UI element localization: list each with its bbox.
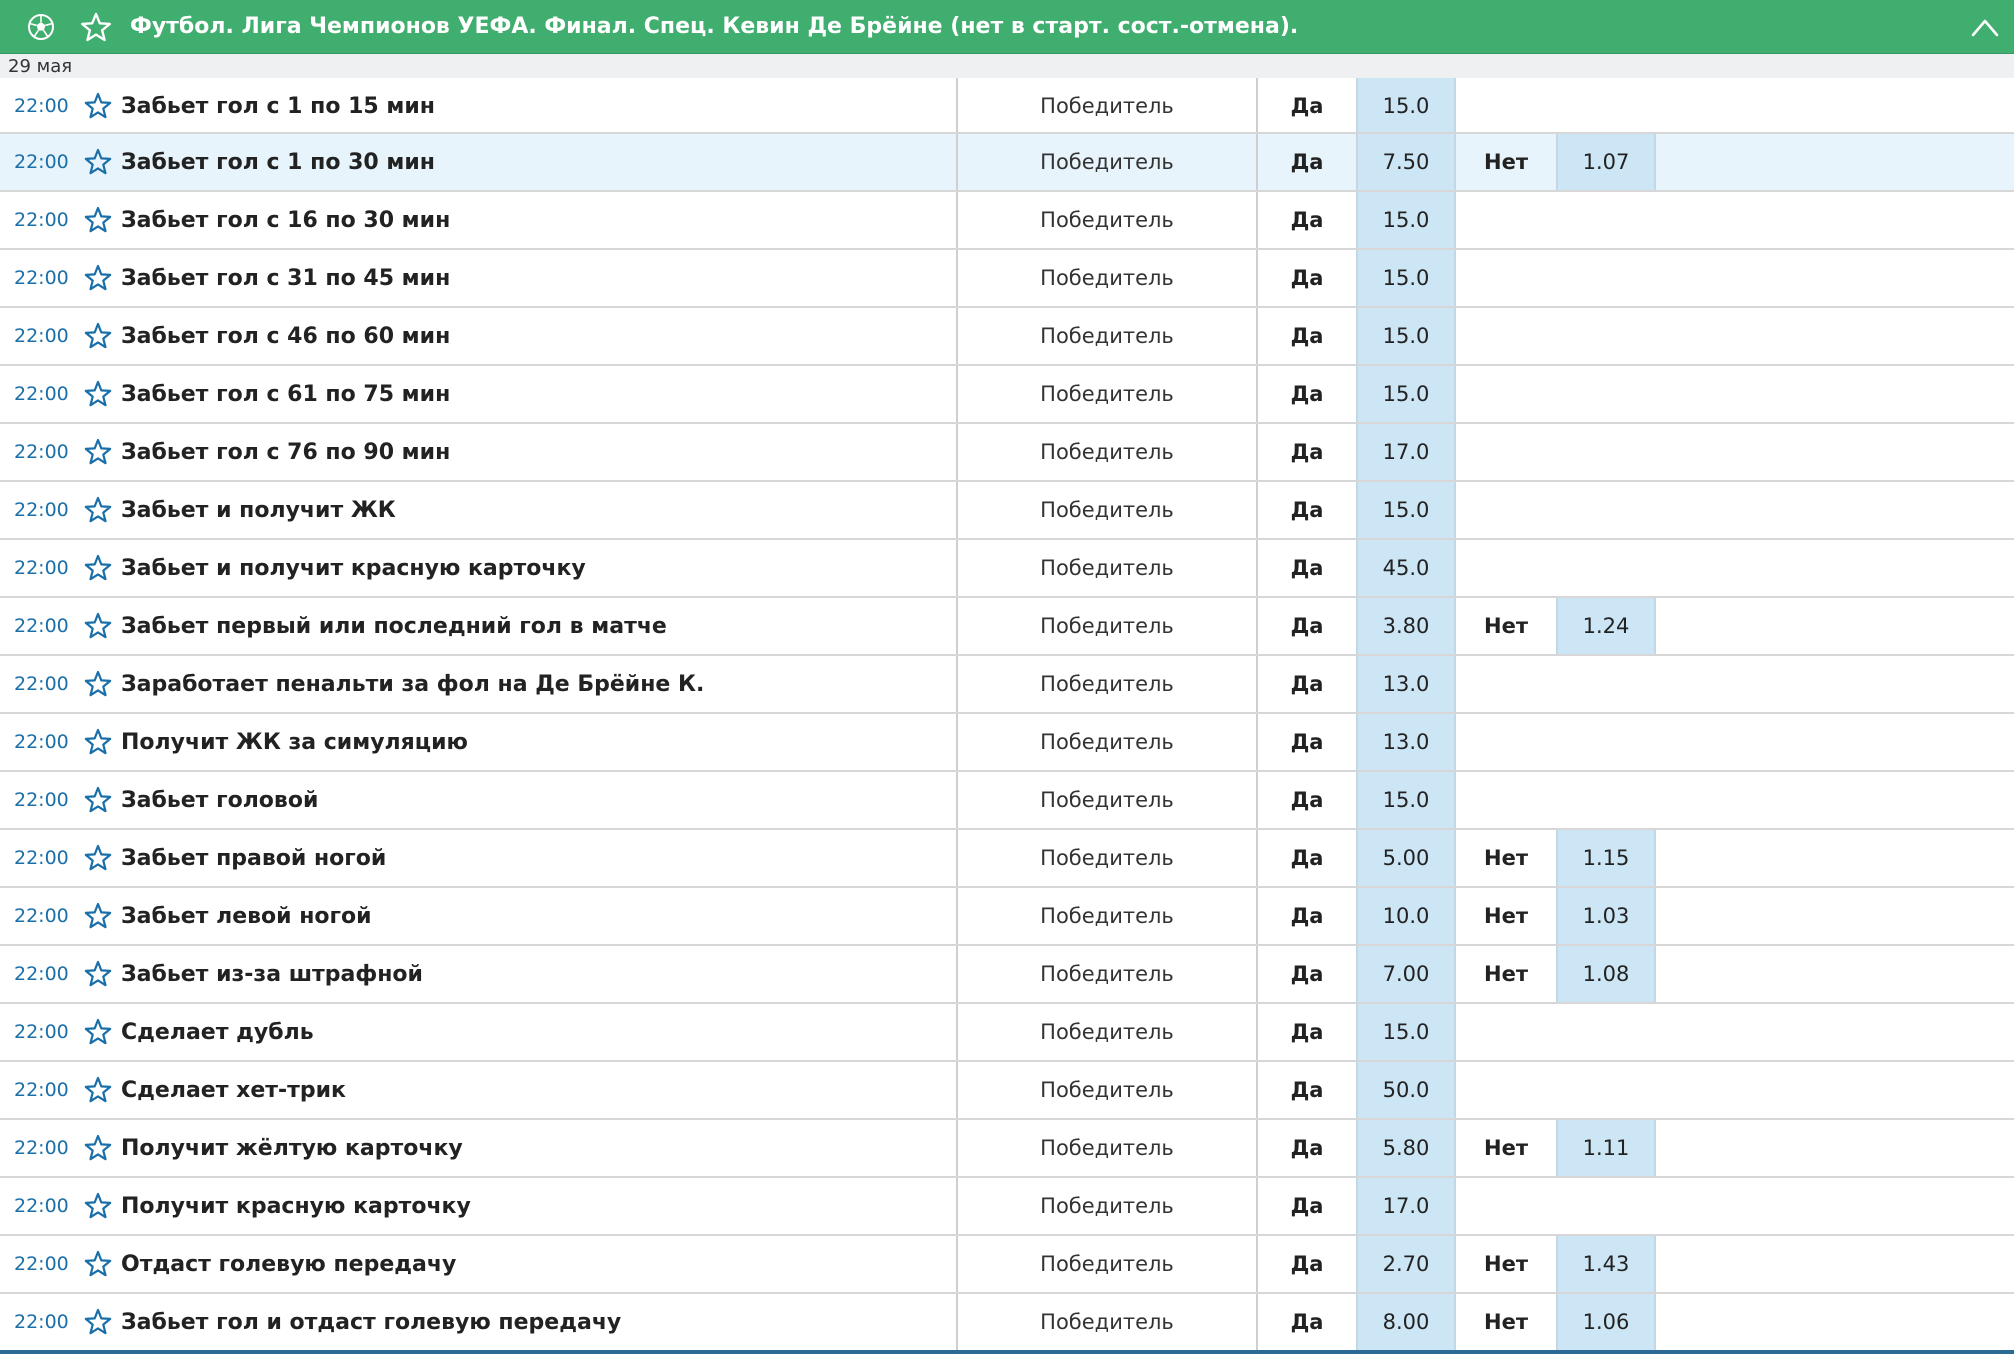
odds-yes-button[interactable]: 15.0 bbox=[1356, 772, 1456, 828]
event-name[interactable]: Забьет головой bbox=[121, 788, 319, 813]
bet-row bbox=[0, 250, 2014, 308]
odds-no-button[interactable]: 1.07 bbox=[1556, 134, 1656, 190]
odds-yes-button[interactable]: 17.0 bbox=[1356, 1178, 1456, 1234]
outcome-yes-label: Да bbox=[1290, 1078, 1324, 1102]
odds-yes-button[interactable]: 15.0 bbox=[1356, 192, 1456, 248]
event-name[interactable]: Забьет из-за штрафной bbox=[121, 962, 423, 987]
outcome-yes-label: Да bbox=[1290, 672, 1324, 696]
star-outline-icon[interactable] bbox=[84, 1250, 112, 1278]
outcome-yes-label: Да bbox=[1290, 846, 1324, 870]
event-name[interactable]: Забьет и получит красную карточку bbox=[121, 556, 586, 581]
outcome-yes-label: Да bbox=[1290, 266, 1324, 290]
odds-no-button[interactable]: 1.06 bbox=[1556, 1294, 1656, 1350]
bet-row bbox=[0, 888, 2014, 946]
bet-row bbox=[0, 308, 2014, 366]
event-name[interactable]: Забьет правой ногой bbox=[121, 846, 387, 871]
event-name[interactable]: Заработает пенальти за фол на Де Брёйне К. bbox=[121, 672, 705, 697]
event-name[interactable]: Получит красную карточку bbox=[121, 1194, 471, 1219]
event-name[interactable]: Отдаст голевую передачу bbox=[121, 1252, 457, 1277]
odds-yes-button[interactable]: 7.00 bbox=[1356, 946, 1456, 1002]
bet-row bbox=[0, 946, 2014, 1004]
bet-row bbox=[0, 1178, 2014, 1236]
market-name: Победитель bbox=[1040, 382, 1174, 406]
bet-row bbox=[0, 192, 2014, 250]
market-name: Победитель bbox=[1040, 324, 1174, 348]
odds-yes-button[interactable]: 10.0 bbox=[1356, 888, 1456, 944]
market-name: Победитель bbox=[1040, 846, 1174, 870]
outcome-no-label: Нет bbox=[1484, 962, 1528, 986]
event-name[interactable]: Забьет левой ногой bbox=[121, 904, 372, 929]
event-time: 22:00 bbox=[14, 789, 69, 811]
date-separator bbox=[0, 54, 2014, 78]
event-name[interactable]: Получит жёлтую карточку bbox=[121, 1136, 463, 1161]
bet-row bbox=[0, 1294, 2014, 1352]
odds-yes-button[interactable]: 8.00 bbox=[1356, 1294, 1456, 1350]
market-name: Победитель bbox=[1040, 962, 1174, 986]
star-outline-icon[interactable] bbox=[84, 92, 112, 120]
bet-row bbox=[0, 1236, 2014, 1294]
market-name: Победитель bbox=[1040, 208, 1174, 232]
event-name[interactable]: Забьет гол с 76 по 90 мин bbox=[121, 440, 451, 465]
event-name[interactable]: Забьет гол с 1 по 15 мин bbox=[121, 94, 435, 119]
outcome-no-label: Нет bbox=[1484, 846, 1528, 870]
star-outline-icon[interactable] bbox=[84, 1192, 112, 1220]
outcome-yes-label: Да bbox=[1290, 440, 1324, 464]
event-time: 22:00 bbox=[14, 905, 69, 927]
market-name: Победитель bbox=[1040, 788, 1174, 812]
outcome-yes-label: Да bbox=[1290, 208, 1324, 232]
event-time: 22:00 bbox=[14, 441, 69, 463]
outcome-yes-label: Да bbox=[1290, 1136, 1324, 1160]
outcome-yes-label: Да bbox=[1290, 1194, 1324, 1218]
event-group-title: Футбол. Лига Чемпионов УЕФА. Финал. Спец. Кевин Де Брёйне (нет в старт. сост.-отмена). bbox=[130, 14, 1299, 39]
event-name[interactable]: Забьет гол с 16 по 30 мин bbox=[121, 208, 451, 233]
event-time: 22:00 bbox=[14, 1195, 69, 1217]
odds-yes-button[interactable]: 15.0 bbox=[1356, 482, 1456, 538]
odds-yes-button[interactable]: 50.0 bbox=[1356, 1062, 1456, 1118]
odds-no-button[interactable]: 1.15 bbox=[1556, 830, 1656, 886]
event-time: 22:00 bbox=[14, 963, 69, 985]
event-name[interactable]: Забьет гол и отдаст голевую передачу bbox=[121, 1310, 622, 1335]
star-outline-icon[interactable] bbox=[84, 670, 112, 698]
market-name: Победитель bbox=[1040, 730, 1174, 754]
event-name[interactable]: Забьет гол с 1 по 30 мин bbox=[121, 150, 435, 175]
event-name[interactable]: Забьет и получит ЖК bbox=[121, 498, 396, 523]
event-name[interactable]: Сделает хет-трик bbox=[121, 1078, 346, 1103]
odds-yes-button[interactable]: 3.80 bbox=[1356, 598, 1456, 654]
bet-list bbox=[0, 78, 2014, 1352]
odds-yes-button[interactable]: 15.0 bbox=[1356, 78, 1456, 132]
outcome-yes-label: Да bbox=[1290, 1020, 1324, 1044]
market-name: Победитель bbox=[1040, 904, 1174, 928]
star-outline-icon[interactable] bbox=[84, 264, 112, 292]
event-time: 22:00 bbox=[14, 847, 69, 869]
star-outline-icon[interactable] bbox=[84, 206, 112, 234]
bet-row bbox=[0, 656, 2014, 714]
star-outline-icon[interactable] bbox=[84, 1134, 112, 1162]
event-time: 22:00 bbox=[14, 383, 69, 405]
event-time: 22:00 bbox=[14, 731, 69, 753]
bet-row bbox=[0, 830, 2014, 888]
outcome-yes-label: Да bbox=[1290, 904, 1324, 928]
outcome-no-label: Нет bbox=[1484, 1252, 1528, 1276]
outcome-no-label: Нет bbox=[1484, 614, 1528, 638]
event-name[interactable]: Сделает дубль bbox=[121, 1020, 314, 1045]
outcome-yes-label: Да bbox=[1290, 788, 1324, 812]
outcome-yes-label: Да bbox=[1290, 324, 1324, 348]
star-outline-icon[interactable] bbox=[84, 786, 112, 814]
bottom-border bbox=[0, 1350, 2014, 1354]
outcome-yes-label: Да bbox=[1290, 1310, 1324, 1334]
market-name: Победитель bbox=[1040, 440, 1174, 464]
event-name[interactable]: Забьет гол с 61 по 75 мин bbox=[121, 382, 451, 407]
event-group-header[interactable] bbox=[0, 0, 2014, 54]
market-name: Победитель bbox=[1040, 1252, 1174, 1276]
event-time: 22:00 bbox=[14, 267, 69, 289]
odds-yes-button[interactable]: 13.0 bbox=[1356, 656, 1456, 712]
outcome-yes-label: Да bbox=[1290, 556, 1324, 580]
event-time: 22:00 bbox=[14, 151, 69, 173]
event-time: 22:00 bbox=[14, 499, 69, 521]
odds-yes-button[interactable]: 13.0 bbox=[1356, 714, 1456, 770]
star-outline-icon[interactable] bbox=[84, 902, 112, 930]
outcome-yes-label: Да bbox=[1290, 150, 1324, 174]
odds-no-button[interactable]: 1.11 bbox=[1556, 1120, 1656, 1176]
chevron-up-icon[interactable] bbox=[1970, 16, 2000, 38]
event-time: 22:00 bbox=[14, 1137, 69, 1159]
odds-yes-button[interactable]: 7.50 bbox=[1356, 134, 1456, 190]
market-name: Победитель bbox=[1040, 1020, 1174, 1044]
event-time: 22:00 bbox=[14, 557, 69, 579]
bet-row bbox=[0, 540, 2014, 598]
odds-yes-button[interactable]: 45.0 bbox=[1356, 540, 1456, 596]
star-outline-icon[interactable] bbox=[84, 148, 112, 176]
event-time: 22:00 bbox=[14, 1021, 69, 1043]
bet-row bbox=[0, 482, 2014, 540]
star-outline-icon[interactable] bbox=[84, 322, 112, 350]
market-name: Победитель bbox=[1040, 672, 1174, 696]
bet-row bbox=[0, 1062, 2014, 1120]
odds-no-button[interactable]: 1.03 bbox=[1556, 888, 1656, 944]
star-outline-icon[interactable] bbox=[80, 12, 112, 42]
event-name[interactable]: Забьет гол с 31 по 45 мин bbox=[121, 266, 451, 291]
star-outline-icon[interactable] bbox=[84, 1076, 112, 1104]
event-name[interactable]: Забьет первый или последний гол в матче bbox=[121, 614, 667, 639]
event-time: 22:00 bbox=[14, 325, 69, 347]
outcome-no-label: Нет bbox=[1484, 150, 1528, 174]
outcome-yes-label: Да bbox=[1290, 730, 1324, 754]
market-name: Победитель bbox=[1040, 1078, 1174, 1102]
market-name: Победитель bbox=[1040, 150, 1174, 174]
bet-row bbox=[0, 598, 2014, 656]
star-outline-icon[interactable] bbox=[84, 1308, 112, 1336]
bet-row bbox=[0, 772, 2014, 830]
event-time: 22:00 bbox=[14, 1079, 69, 1101]
event-time: 22:00 bbox=[14, 1253, 69, 1275]
market-name: Победитель bbox=[1040, 266, 1174, 290]
market-name: Победитель bbox=[1040, 498, 1174, 522]
odds-yes-button[interactable]: 15.0 bbox=[1356, 366, 1456, 422]
outcome-yes-label: Да bbox=[1290, 1252, 1324, 1276]
odds-yes-button[interactable]: 5.80 bbox=[1356, 1120, 1456, 1176]
star-outline-icon[interactable] bbox=[84, 438, 112, 466]
odds-yes-button[interactable]: 15.0 bbox=[1356, 308, 1456, 364]
event-name[interactable]: Получит ЖК за симуляцию bbox=[121, 730, 468, 755]
bet-row bbox=[0, 1120, 2014, 1178]
star-outline-icon[interactable] bbox=[84, 554, 112, 582]
event-time: 22:00 bbox=[14, 1311, 69, 1333]
outcome-yes-label: Да bbox=[1290, 962, 1324, 986]
outcome-yes-label: Да bbox=[1290, 614, 1324, 638]
star-outline-icon[interactable] bbox=[84, 960, 112, 988]
odds-yes-button[interactable]: 15.0 bbox=[1356, 250, 1456, 306]
odds-yes-button[interactable]: 17.0 bbox=[1356, 424, 1456, 480]
outcome-no-label: Нет bbox=[1484, 904, 1528, 928]
odds-yes-button[interactable]: 15.0 bbox=[1356, 1004, 1456, 1060]
bet-row bbox=[0, 366, 2014, 424]
market-name: Победитель bbox=[1040, 1194, 1174, 1218]
event-time: 22:00 bbox=[14, 615, 69, 637]
bet-row bbox=[0, 424, 2014, 482]
bet-row bbox=[0, 134, 2014, 192]
bet-row bbox=[0, 78, 2014, 134]
bet-row bbox=[0, 714, 2014, 772]
event-name[interactable]: Забьет гол с 46 по 60 мин bbox=[121, 324, 451, 349]
star-outline-icon[interactable] bbox=[84, 844, 112, 872]
market-name: Победитель bbox=[1040, 1136, 1174, 1160]
odds-yes-button[interactable]: 2.70 bbox=[1356, 1236, 1456, 1292]
outcome-yes-label: Да bbox=[1290, 382, 1324, 406]
outcome-no-label: Нет bbox=[1484, 1310, 1528, 1334]
star-outline-icon[interactable] bbox=[84, 728, 112, 756]
soccer-ball-icon bbox=[26, 12, 56, 42]
event-time: 22:00 bbox=[14, 95, 69, 117]
bet-row bbox=[0, 1004, 2014, 1062]
star-outline-icon[interactable] bbox=[84, 380, 112, 408]
outcome-yes-label: Да bbox=[1290, 94, 1324, 118]
market-name: Победитель bbox=[1040, 1310, 1174, 1334]
star-outline-icon[interactable] bbox=[84, 612, 112, 640]
odds-no-button[interactable]: 1.08 bbox=[1556, 946, 1656, 1002]
odds-no-button[interactable]: 1.43 bbox=[1556, 1236, 1656, 1292]
star-outline-icon[interactable] bbox=[84, 496, 112, 524]
odds-no-button[interactable]: 1.24 bbox=[1556, 598, 1656, 654]
date-label: 29 мая bbox=[8, 56, 73, 77]
event-time: 22:00 bbox=[14, 673, 69, 695]
market-name: Победитель bbox=[1040, 614, 1174, 638]
odds-yes-button[interactable]: 5.00 bbox=[1356, 830, 1456, 886]
star-outline-icon[interactable] bbox=[84, 1018, 112, 1046]
outcome-yes-label: Да bbox=[1290, 498, 1324, 522]
market-name: Победитель bbox=[1040, 94, 1174, 118]
event-time: 22:00 bbox=[14, 209, 69, 231]
market-name: Победитель bbox=[1040, 556, 1174, 580]
outcome-no-label: Нет bbox=[1484, 1136, 1528, 1160]
